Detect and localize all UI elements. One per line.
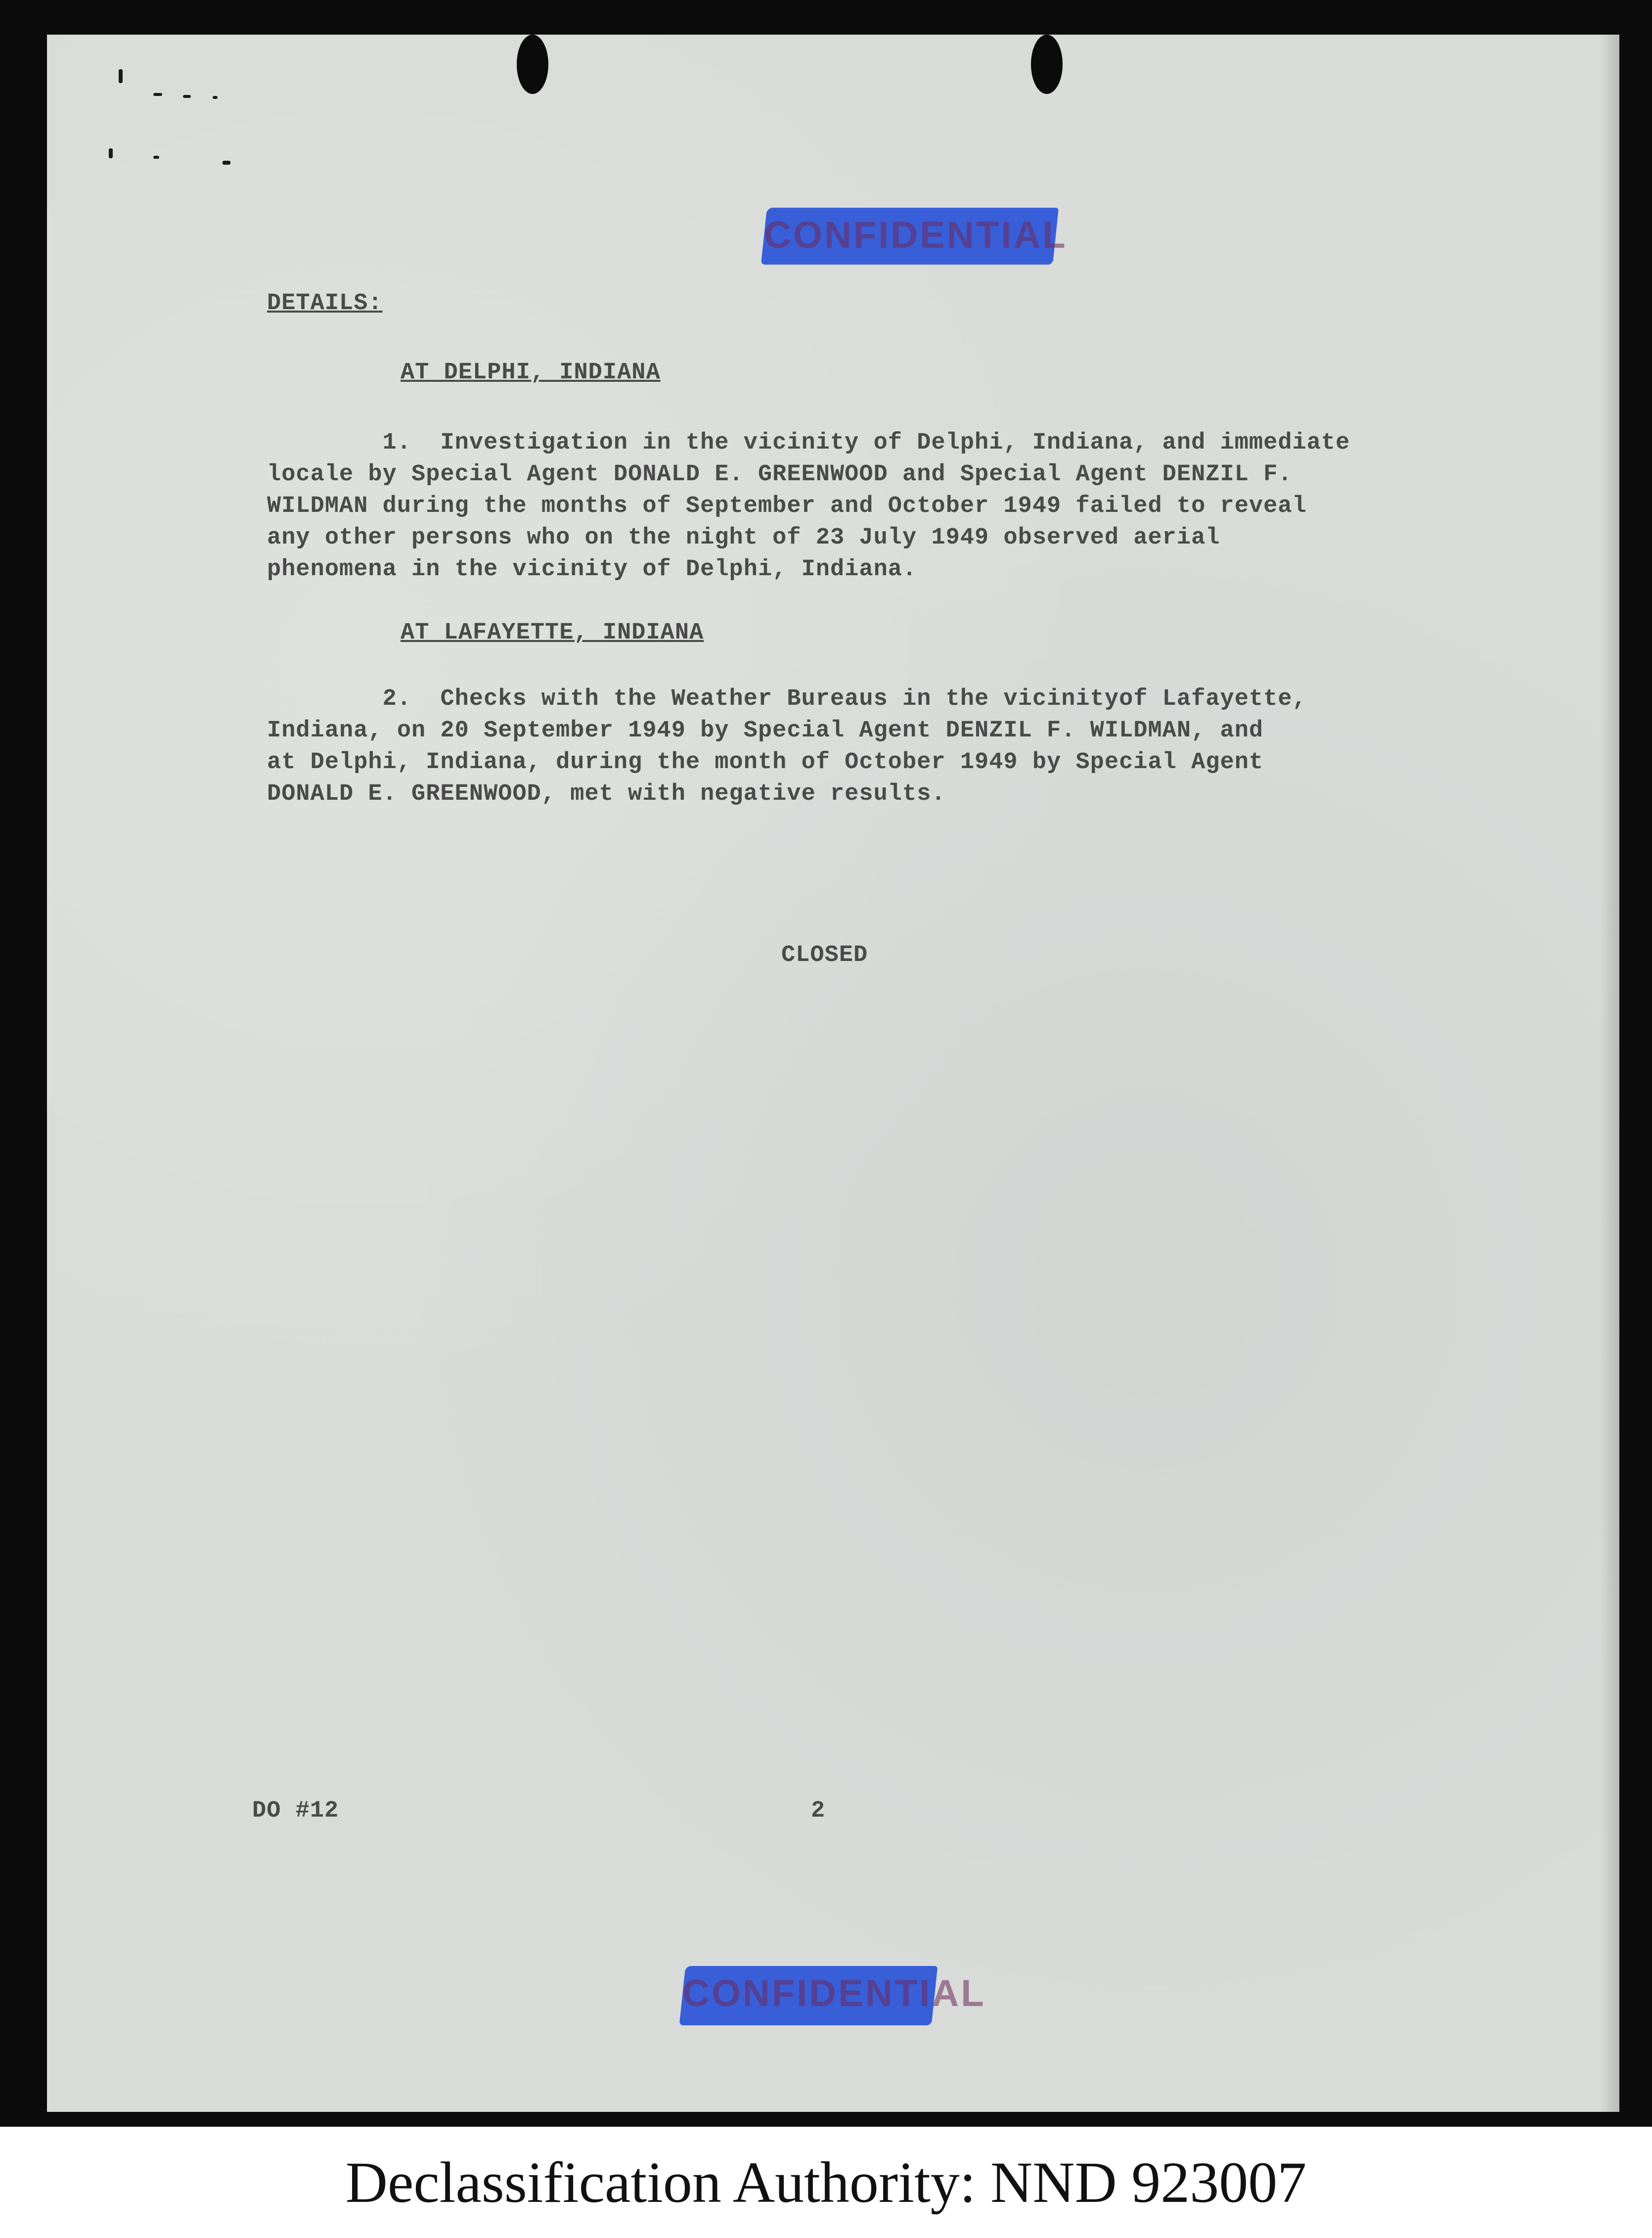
paragraph-line: 2. Checks with the Weather Bureaus in the vicinityof Lafayette,: [267, 686, 1307, 712]
paragraph-line: Indiana, on 20 September 1949 by Special Agent DENZIL F. WILDMAN, and: [267, 718, 1264, 744]
paragraph-line: at Delphi, Indiana, during the month of October 1949 by Special Agent: [267, 749, 1264, 776]
paragraph-2: [267, 684, 1307, 810]
declassification-footer: Declassification Authority: NND 923007: [345, 2149, 1307, 2215]
section-heading-delphi: AT DELPHI, INDIANA: [401, 360, 661, 386]
punch-hole-right: [1031, 35, 1063, 94]
page-number: 2: [811, 1798, 826, 1824]
confidential-stamp-bottom: [682, 1966, 986, 2025]
stamp-text: CONFIDENTIAL: [764, 214, 1068, 256]
page-edge-shadow: [1600, 35, 1619, 2112]
paragraph-line: 1. Investigation in the vicinity of Delphi, Indiana, and immediate: [267, 430, 1350, 456]
closed-status: CLOSED: [781, 942, 868, 968]
paragraph-line: any other persons who on the night of 23 July 1949 observed aerial: [267, 525, 1220, 551]
paragraph-line: locale by Special Agent DONALD E. GREENWOOD and Special Agent DENZIL F.: [267, 461, 1293, 488]
paragraph-line: DONALD E. GREENWOOD, met with negative results.: [267, 781, 946, 807]
stray-marks: [64, 69, 272, 188]
paragraph-line: phenomena in the vicinity of Delphi, Indiana.: [267, 556, 917, 583]
confidential-stamp-top: [764, 208, 1068, 265]
stamp-text: CONFIDENTIAL: [682, 1972, 986, 2014]
paragraph-1: [267, 427, 1350, 586]
paragraph-line: WILDMAN during the months of September and October 1949 failed to reveal: [267, 493, 1307, 519]
punch-hole-left: [517, 35, 548, 94]
document-code: DO #12: [252, 1798, 339, 1824]
section-heading-lafayette: AT LAFAYETTE, INDIANA: [401, 620, 704, 646]
details-heading: DETAILS:: [267, 290, 383, 317]
